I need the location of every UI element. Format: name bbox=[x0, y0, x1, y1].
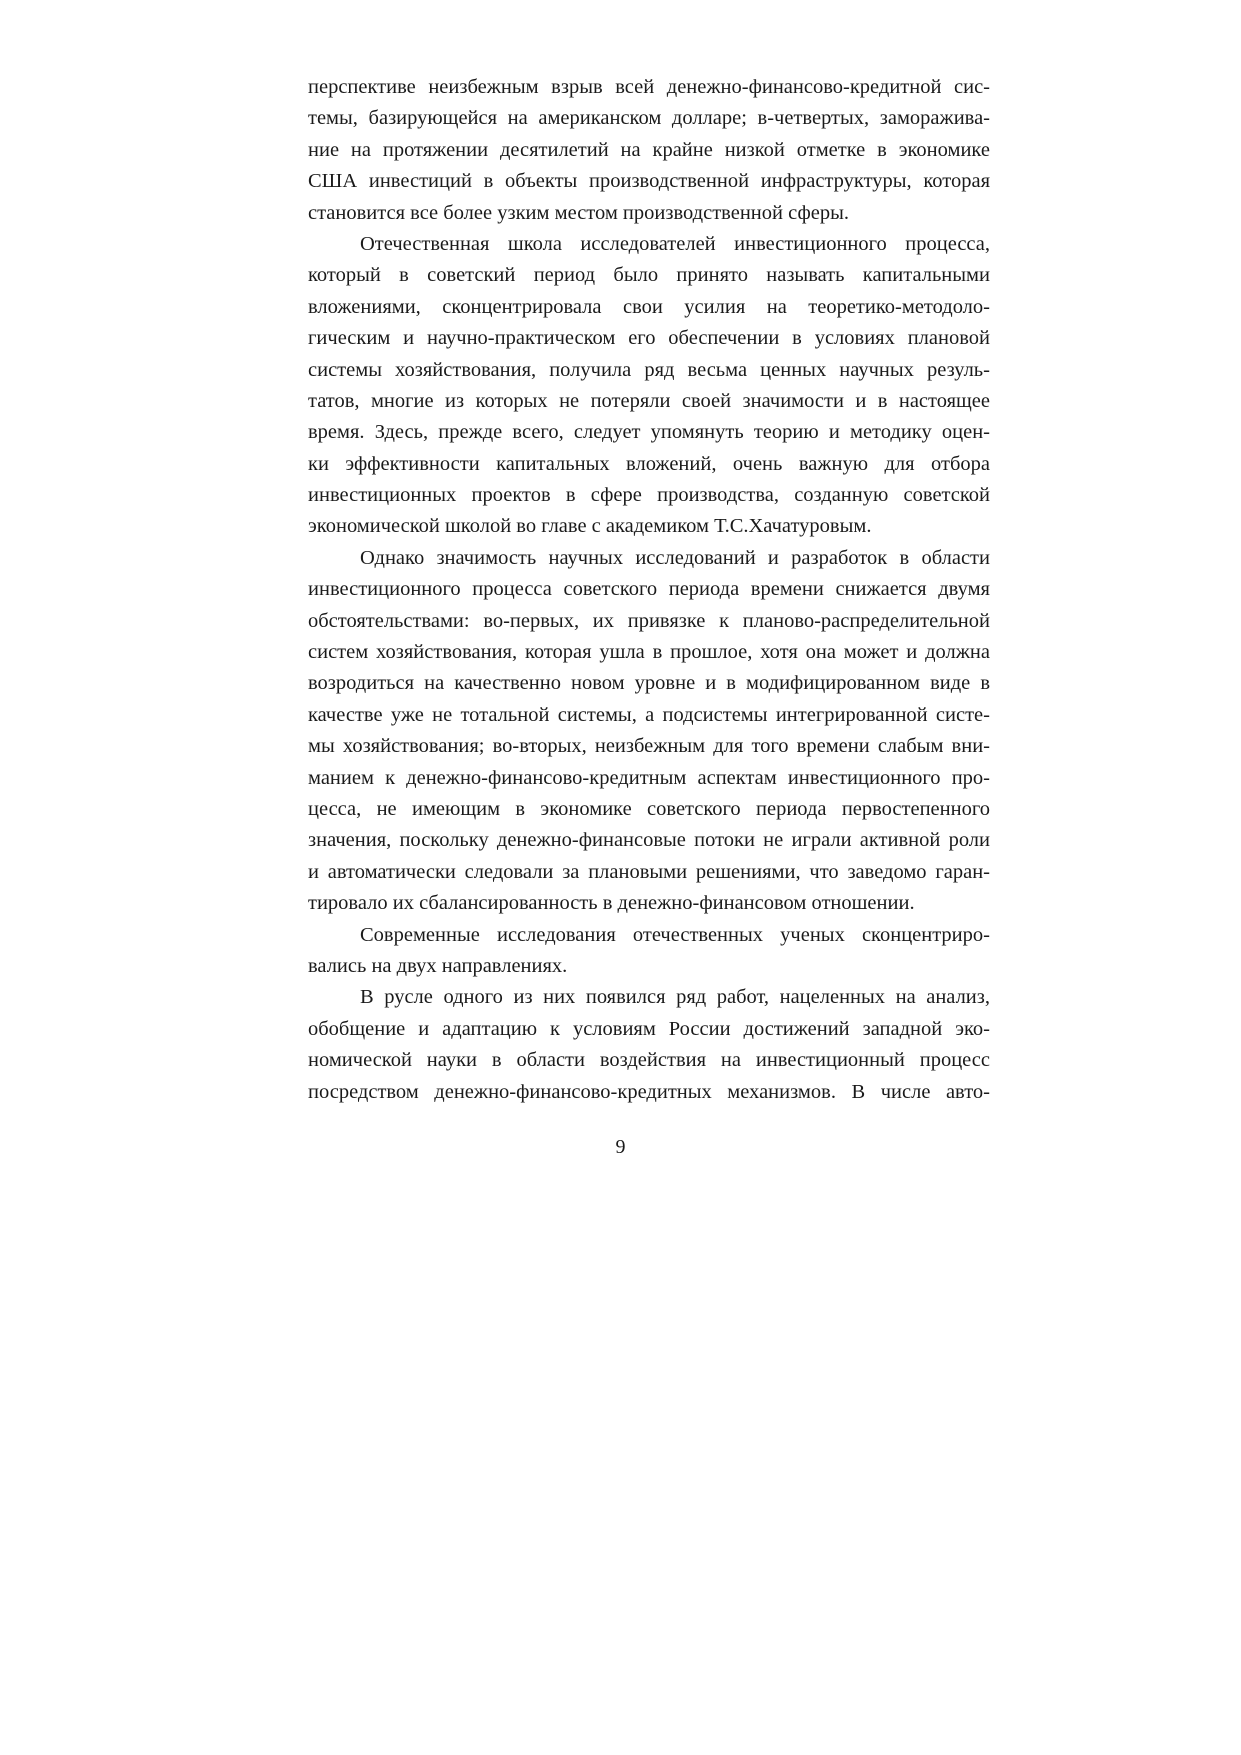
text-line: В русле одного из них появился ряд работ, нацеленных на анализ, bbox=[360, 986, 990, 1009]
text-line: становится все более узким местом производственной сферы. bbox=[308, 201, 849, 224]
text-line: номической науки в области воздействия на инвестиционный процесс bbox=[308, 1049, 990, 1072]
text-line: время. Здесь, прежде всего, следует упомянуть теорию и методику оцен- bbox=[308, 421, 990, 444]
text-line: инвестиционного процесса советского периода времени снижается двумя bbox=[308, 578, 990, 601]
text-line: возродиться на качественно новом уровне и в модифицированном виде в bbox=[308, 672, 990, 695]
text-line: вложениями, сконцентрировала свои усилия на теоретико-методоло- bbox=[308, 295, 990, 318]
paragraph bbox=[308, 982, 990, 1108]
text-line: который в советский период было принято называть капитальными bbox=[308, 264, 990, 287]
text-line: посредством денежно-финансово-кредитных механизмов. В числе авто- bbox=[308, 1080, 990, 1103]
text-line: инвестиционных проектов в сфере производства, созданную советской bbox=[308, 484, 990, 507]
body-text bbox=[308, 72, 990, 1108]
text-line: ние на протяжении десятилетий на крайне низкой отметке в экономике bbox=[308, 138, 990, 161]
text-line: обстоятельствами: во-первых, их привязке к планово-распределительной bbox=[308, 609, 990, 632]
text-line: Отечественная школа исследователей инвестиционного процесса, bbox=[360, 232, 990, 255]
text-line: ки эффективности капитальных вложений, очень важную для отбора bbox=[308, 452, 990, 475]
text-line: систем хозяйствования, которая ушла в прошлое, хотя она может и должна bbox=[308, 641, 990, 664]
text-line: экономической школой во главе с академиком Т.С.Хачатуровым. bbox=[308, 515, 872, 538]
text-line: темы, базирующейся на американском долларе; в-четвертых, заморажива- bbox=[308, 107, 990, 130]
text-line: вались на двух направлениях. bbox=[308, 954, 568, 977]
text-line: Однако значимость научных исследований и разработок в области bbox=[360, 546, 990, 569]
text-line: манием к денежно-финансово-кредитным аспектам инвестиционного про- bbox=[308, 766, 990, 789]
text-line: гическим и научно-практическом его обеспечении в условиях плановой bbox=[308, 327, 990, 350]
text-line: и автоматически следовали за плановыми решениями, что заведомо гаран- bbox=[308, 860, 990, 883]
text-line: значения, поскольку денежно-финансовые потоки не играли активной роли bbox=[308, 829, 990, 852]
text-line: качестве уже не тотальной системы, а подсистемы интегрированной систе- bbox=[308, 703, 990, 726]
text-line: обобщение и адаптацию к условиям России достижений западной эко- bbox=[308, 1017, 990, 1040]
page-number: 9 bbox=[615, 1136, 626, 1158]
text-line: системы хозяйствования, получила ряд весьма ценных научных резуль- bbox=[308, 358, 990, 381]
text-line: мы хозяйствования; во-вторых, неизбежным для того времени слабым вни- bbox=[308, 735, 990, 758]
paragraph bbox=[308, 920, 990, 983]
text-line: татов, многие из которых не потеряли своей значимости и в настоящее bbox=[308, 389, 990, 412]
paragraph bbox=[308, 72, 990, 229]
text-line: США инвестиций в объекты производственной инфраструктуры, которая bbox=[308, 170, 990, 193]
text-line: цесса, не имеющим в экономике советского периода первостепенного bbox=[308, 797, 990, 820]
paragraph bbox=[308, 543, 990, 920]
text-line: Современные исследования отечественных ученых сконцентриро- bbox=[360, 923, 990, 946]
text-line: перспективе неизбежным взрыв всей денежно-финансово-кредитной сис- bbox=[308, 76, 990, 98]
paragraph bbox=[308, 229, 990, 543]
text-line: тировало их сбалансированность в денежно-финансовом отношении. bbox=[308, 892, 915, 915]
